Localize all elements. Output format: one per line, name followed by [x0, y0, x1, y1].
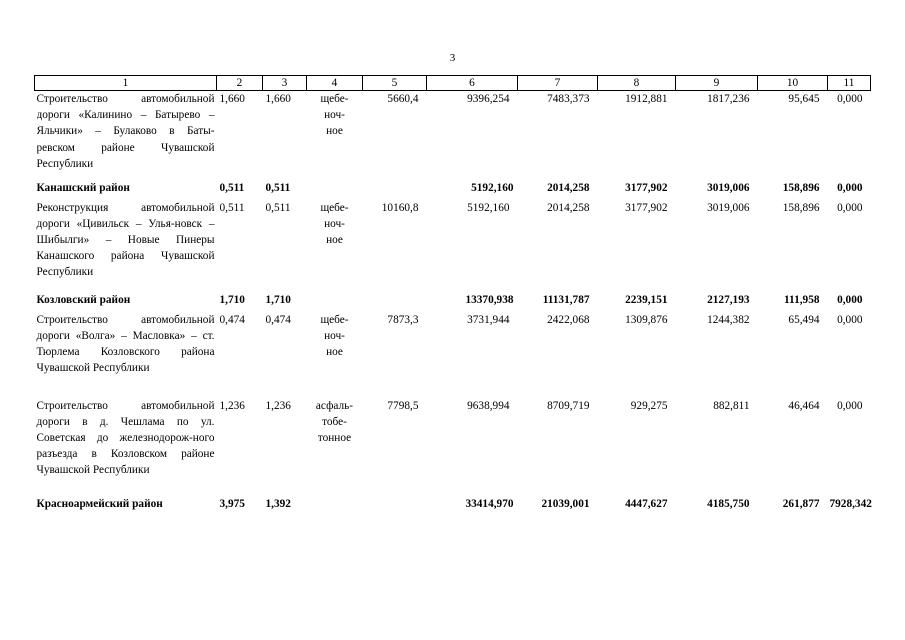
- federal-budget-cell: 2014,258: [547, 201, 590, 214]
- unit-cost-cell: [363, 180, 427, 200]
- column-header: 10: [758, 76, 828, 91]
- length-period-cell: 1,392: [265, 497, 291, 510]
- column-header: 8: [598, 76, 676, 91]
- total-cost-cell: 33414,970: [465, 497, 514, 510]
- project-row: [35, 91, 871, 180]
- surface-type-cell: щебе- ноч- ное: [320, 313, 349, 358]
- local-budget-cell: 46,464: [788, 399, 820, 412]
- republic-budget-cell: 929,275: [630, 399, 668, 412]
- total-cost-cell: 13370,938: [465, 293, 514, 306]
- project-row: [35, 200, 871, 292]
- total-cost-cell: 5192,160: [471, 181, 514, 194]
- total-cost-cell: 9638,994: [467, 399, 510, 412]
- surface-type-cell: [307, 180, 363, 200]
- district-row: [35, 292, 871, 312]
- column-number-row: [35, 76, 871, 91]
- local-budget-cell: 95,645: [788, 93, 820, 105]
- local-budget-cell: 111,958: [784, 293, 820, 306]
- object-name-cell: Красноармейский район: [36, 497, 163, 510]
- unit-cost-cell: [363, 496, 427, 526]
- column-header: 6: [427, 76, 518, 91]
- republic-fund-cell: 3019,006: [707, 201, 750, 214]
- republic-fund-cell: 1817,236: [707, 93, 750, 105]
- federal-budget-cell: 7483,373: [547, 93, 590, 105]
- object-name-cell: Козловский район: [36, 293, 131, 306]
- other-sources-cell: 0,000: [837, 399, 863, 412]
- surface-type-cell: [307, 496, 363, 526]
- length-period-cell: 0,474: [265, 313, 291, 326]
- other-sources-cell: 0,000: [837, 93, 863, 105]
- length-total-cell: 1,236: [219, 399, 245, 412]
- column-header: 3: [263, 76, 307, 91]
- local-budget-cell: 158,896: [782, 181, 820, 194]
- unit-cost-cell: 5660,4: [387, 93, 419, 105]
- object-name-cell: Строительство автомобильной дороги в д. Чешлама по ул. Советская до железнодорож-ного разъезда в Козловском районе Чувашской Республики: [36, 399, 215, 477]
- column-header: 5: [363, 76, 427, 91]
- length-total-cell: 1,710: [219, 293, 245, 306]
- local-budget-cell: 65,494: [788, 313, 820, 326]
- investment-table: [34, 75, 871, 526]
- object-name-cell: Канашский район: [36, 181, 130, 194]
- object-name-cell: Реконструкция автомобильной дороги «Цивильск – Улья-новск – Шибылги» – Новые Пинеры Канашского района Чувашской Республики: [36, 201, 215, 279]
- surface-type-cell: асфаль- тобе- тонное: [315, 399, 354, 444]
- column-header: 2: [217, 76, 263, 91]
- republic-fund-cell: 4185,750: [707, 497, 750, 510]
- republic-budget-cell: 3177,902: [625, 201, 668, 214]
- republic-fund-cell: 882,811: [713, 399, 750, 412]
- federal-budget-cell: 8709,719: [547, 399, 590, 412]
- length-period-cell: 1,660: [265, 93, 291, 105]
- local-budget-cell: 261,877: [782, 497, 820, 510]
- federal-budget-cell: 21039,001: [541, 497, 590, 510]
- object-name-cell: [35, 91, 217, 180]
- unit-cost-cell: [363, 292, 427, 312]
- total-cost-cell: 5192,160: [467, 201, 510, 214]
- object-name-text: Строительство автомобильной дороги «Калинино – Батырево – Яльчики» – Булаково в Баты-ревском районе Чувашской Республики: [36, 93, 215, 170]
- table-body: [35, 91, 871, 526]
- length-total-cell: 3,975: [219, 497, 245, 510]
- republic-fund-cell: 3019,006: [707, 181, 750, 194]
- total-cost-cell: 3731,944: [467, 313, 510, 326]
- republic-budget-cell: 2239,151: [625, 293, 668, 306]
- surface-type-cell: щебе- ноч- ное: [320, 93, 349, 138]
- republic-budget-cell: 3177,902: [625, 181, 668, 194]
- length-period-cell: 0,511: [265, 181, 291, 194]
- project-row: [35, 398, 871, 496]
- surface-type-cell: щебе- ноч- ное: [320, 201, 349, 246]
- column-header: 11: [828, 76, 871, 91]
- total-cost-cell: 9396,254: [467, 93, 510, 105]
- local-budget-cell: 158,896: [782, 201, 820, 214]
- length-period-cell: 1,710: [265, 293, 291, 306]
- length-period-cell: 1,236: [265, 399, 291, 412]
- republic-budget-cell: 1309,876: [625, 313, 668, 326]
- page-number: 3: [449, 52, 456, 64]
- other-sources-cell: 0,000: [837, 181, 863, 194]
- column-header: 9: [676, 76, 758, 91]
- federal-budget-cell: 2422,068: [547, 313, 590, 326]
- federal-budget-cell: 2014,258: [547, 181, 590, 194]
- republic-budget-cell: 4447,627: [625, 497, 668, 510]
- length-total-cell: 0,511: [219, 201, 245, 214]
- length-total-cell: 0,474: [219, 313, 245, 326]
- unit-cost-cell: 10160,8: [381, 201, 419, 214]
- republic-fund-cell: 1244,382: [707, 313, 750, 326]
- federal-budget-cell: 11131,787: [542, 293, 590, 306]
- unit-cost-cell: 7798,5: [387, 399, 419, 412]
- republic-fund-cell: 2127,193: [707, 293, 750, 306]
- project-row: [35, 312, 871, 398]
- district-row: [35, 496, 871, 526]
- length-period-cell: 0,511: [265, 201, 291, 214]
- unit-cost-cell: 7873,3: [387, 313, 419, 326]
- length-total-cell: 0,511: [219, 181, 245, 194]
- surface-type-cell: [307, 292, 363, 312]
- other-sources-cell: 0,000: [837, 313, 863, 326]
- column-header: 1: [35, 76, 217, 91]
- object-name-cell: Строительство автомобильной дороги «Волга» – Масловка» – ст. Тюрлема Козловского района Чувашской Республики: [36, 313, 215, 375]
- republic-budget-cell: 1912,881: [625, 93, 668, 105]
- district-row: [35, 180, 871, 200]
- column-header: 7: [518, 76, 598, 91]
- other-sources-cell: 7928,342: [829, 497, 872, 510]
- other-sources-cell: 0,000: [837, 293, 863, 306]
- other-sources-cell: 0,000: [837, 201, 863, 214]
- length-total-cell: 1,660: [219, 93, 245, 105]
- column-header: 4: [307, 76, 363, 91]
